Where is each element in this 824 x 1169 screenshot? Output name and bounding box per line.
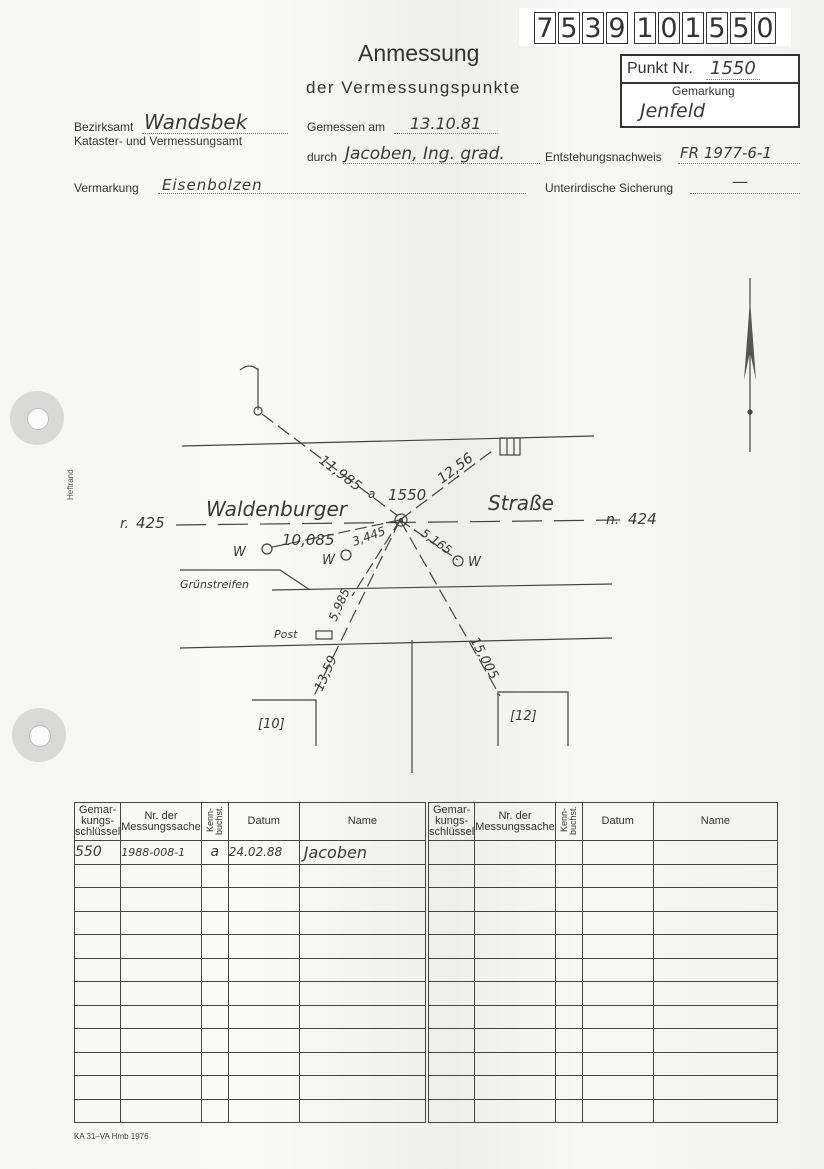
- street-line-middle: [272, 584, 612, 590]
- bezirksamt-value: Wandsbek: [144, 110, 248, 134]
- house-nr-left: 425: [136, 514, 165, 532]
- col-nr: Nr. der Messungssache: [121, 803, 201, 841]
- table-row: [429, 1005, 778, 1029]
- table-row: [429, 1052, 778, 1076]
- table-row: [429, 911, 778, 935]
- punkt-value: 1550: [706, 58, 760, 80]
- table-row: [75, 864, 426, 888]
- row-kenn: a: [201, 841, 228, 865]
- col-kenn-label: Kenn-buchst.: [204, 805, 224, 835]
- row-datum: 24.02.88: [228, 841, 299, 865]
- street-name-right: Straße: [488, 491, 554, 515]
- col-kenn: [555, 803, 582, 841]
- dist-w-right: 5,165: [418, 525, 455, 558]
- house-nr-right: 424: [628, 510, 657, 528]
- id-digit: 5: [730, 12, 752, 44]
- col-name: Name: [653, 803, 777, 841]
- w-label-right: W: [468, 555, 481, 570]
- col-nr: Nr. der Messungssache: [475, 803, 555, 841]
- table-row: [429, 935, 778, 959]
- col-schluessel: Gemar-kungs-schlüssel: [429, 803, 475, 841]
- w-point-icon: [453, 556, 463, 566]
- register-table-left: [74, 802, 426, 1123]
- table-row: [75, 1099, 426, 1123]
- id-digit: 7: [534, 12, 556, 44]
- street-line-top: [182, 436, 594, 446]
- dist-w-left: 10,085: [282, 531, 335, 549]
- entstehung-value: FR 1977-6-1: [680, 144, 772, 162]
- gemessen-value: 13.10.81: [410, 114, 482, 133]
- form-subtitle: der Vermessungspunkte: [306, 78, 521, 97]
- w-label-left: W: [233, 545, 246, 560]
- dist-down-right: 15,005: [466, 634, 502, 683]
- point-label-1550: 1550: [388, 486, 427, 504]
- table-row: [75, 841, 426, 865]
- parcel-right-label: [12]: [510, 709, 537, 724]
- table-row: [429, 1029, 778, 1053]
- table-row: [75, 888, 426, 912]
- survey-point-centre-icon: [400, 519, 403, 522]
- row-nr: 1988-008-1: [121, 841, 201, 865]
- table-row: [429, 982, 778, 1006]
- amt-label: Kataster- und Vermessungsamt: [74, 134, 243, 148]
- id-digit: 1: [682, 12, 704, 44]
- col-name: Name: [299, 803, 425, 841]
- durch-label: durch: [307, 150, 338, 164]
- table-row: [75, 958, 426, 982]
- point-mark: a: [368, 487, 376, 501]
- punkt-label: Punkt Nr.: [627, 60, 693, 77]
- id-digit: 5: [706, 12, 728, 44]
- id-digit: 0: [658, 12, 680, 44]
- w-label-mid: W: [322, 553, 335, 568]
- north-arrow-dot-icon: [748, 410, 752, 414]
- table-row: [429, 1076, 778, 1100]
- w-point-icon: [341, 550, 351, 560]
- row-name: Jacoben: [299, 841, 425, 865]
- gruenstreifen-label: Grünstreifen: [180, 578, 249, 591]
- gemarkung-label: Gemarkung: [672, 84, 735, 98]
- col-schluessel: Gemar-kungs-schlüssel: [75, 803, 121, 841]
- house-nr-prefix-right: n.: [606, 512, 620, 528]
- dist-down-1: 5,985: [325, 586, 353, 624]
- post-box-icon: [316, 631, 332, 639]
- post-label: Post: [274, 628, 298, 641]
- table-row: [75, 1076, 426, 1100]
- house-nr-prefix-left: r.: [120, 516, 129, 532]
- table-row: [75, 911, 426, 935]
- footer-code: KA 31–VA Hmb 1976: [74, 1132, 149, 1141]
- id-digit: 9: [606, 12, 628, 44]
- dist-down-2: 13,59: [311, 653, 341, 694]
- durch-value: Jacoben, Ing. grad.: [345, 144, 505, 164]
- table-row: [75, 1052, 426, 1076]
- id-digit: 5: [558, 12, 580, 44]
- table-row: [75, 1005, 426, 1029]
- table-row: [429, 1099, 778, 1123]
- parcel-left-label: [10]: [258, 717, 285, 732]
- heftrand-label: Heftrand: [66, 469, 75, 500]
- id-digit: 3: [582, 12, 604, 44]
- vermarkung-value: Eisenbolzen: [162, 176, 263, 194]
- form-title: Anmessung: [358, 40, 480, 66]
- table-row: [75, 982, 426, 1006]
- utility-box-icon: [500, 438, 520, 455]
- w-point-icon: [262, 544, 272, 554]
- vermarkung-label: Vermarkung: [74, 181, 139, 195]
- row-schluessel: 550: [75, 841, 121, 865]
- gemarkung-value: Jenfeld: [640, 100, 706, 122]
- register-table-right: [428, 802, 778, 1123]
- sicherung-label: Unterirdische Sicherung: [545, 181, 674, 195]
- table-row: [75, 1029, 426, 1053]
- sicherung-value: —: [732, 172, 748, 191]
- col-kenn-label: Kenn-buchst.: [558, 805, 578, 835]
- dist-top-right: 12,56: [434, 450, 477, 488]
- table-row: [429, 841, 778, 865]
- bezirksamt-label: Bezirksamt: [74, 120, 134, 134]
- id-digit: 0: [754, 12, 776, 44]
- gemessen-label: Gemessen am: [307, 120, 386, 134]
- id-digit: 1: [634, 12, 656, 44]
- col-datum: Datum: [582, 803, 653, 841]
- table-row: [429, 888, 778, 912]
- street-line-bottom: [180, 638, 612, 648]
- street-name-left: Waldenburger: [206, 497, 347, 521]
- col-kenn: [201, 803, 228, 841]
- dist-w-mid: 3,445: [350, 523, 388, 549]
- dist-top-left: 11,985: [315, 452, 365, 495]
- table-row: [429, 864, 778, 888]
- lamp-head-icon: [240, 366, 258, 370]
- table-row: [75, 935, 426, 959]
- col-datum: Datum: [228, 803, 299, 841]
- entstehung-label: Entstehungsnachweis: [545, 150, 662, 164]
- table-row: [429, 958, 778, 982]
